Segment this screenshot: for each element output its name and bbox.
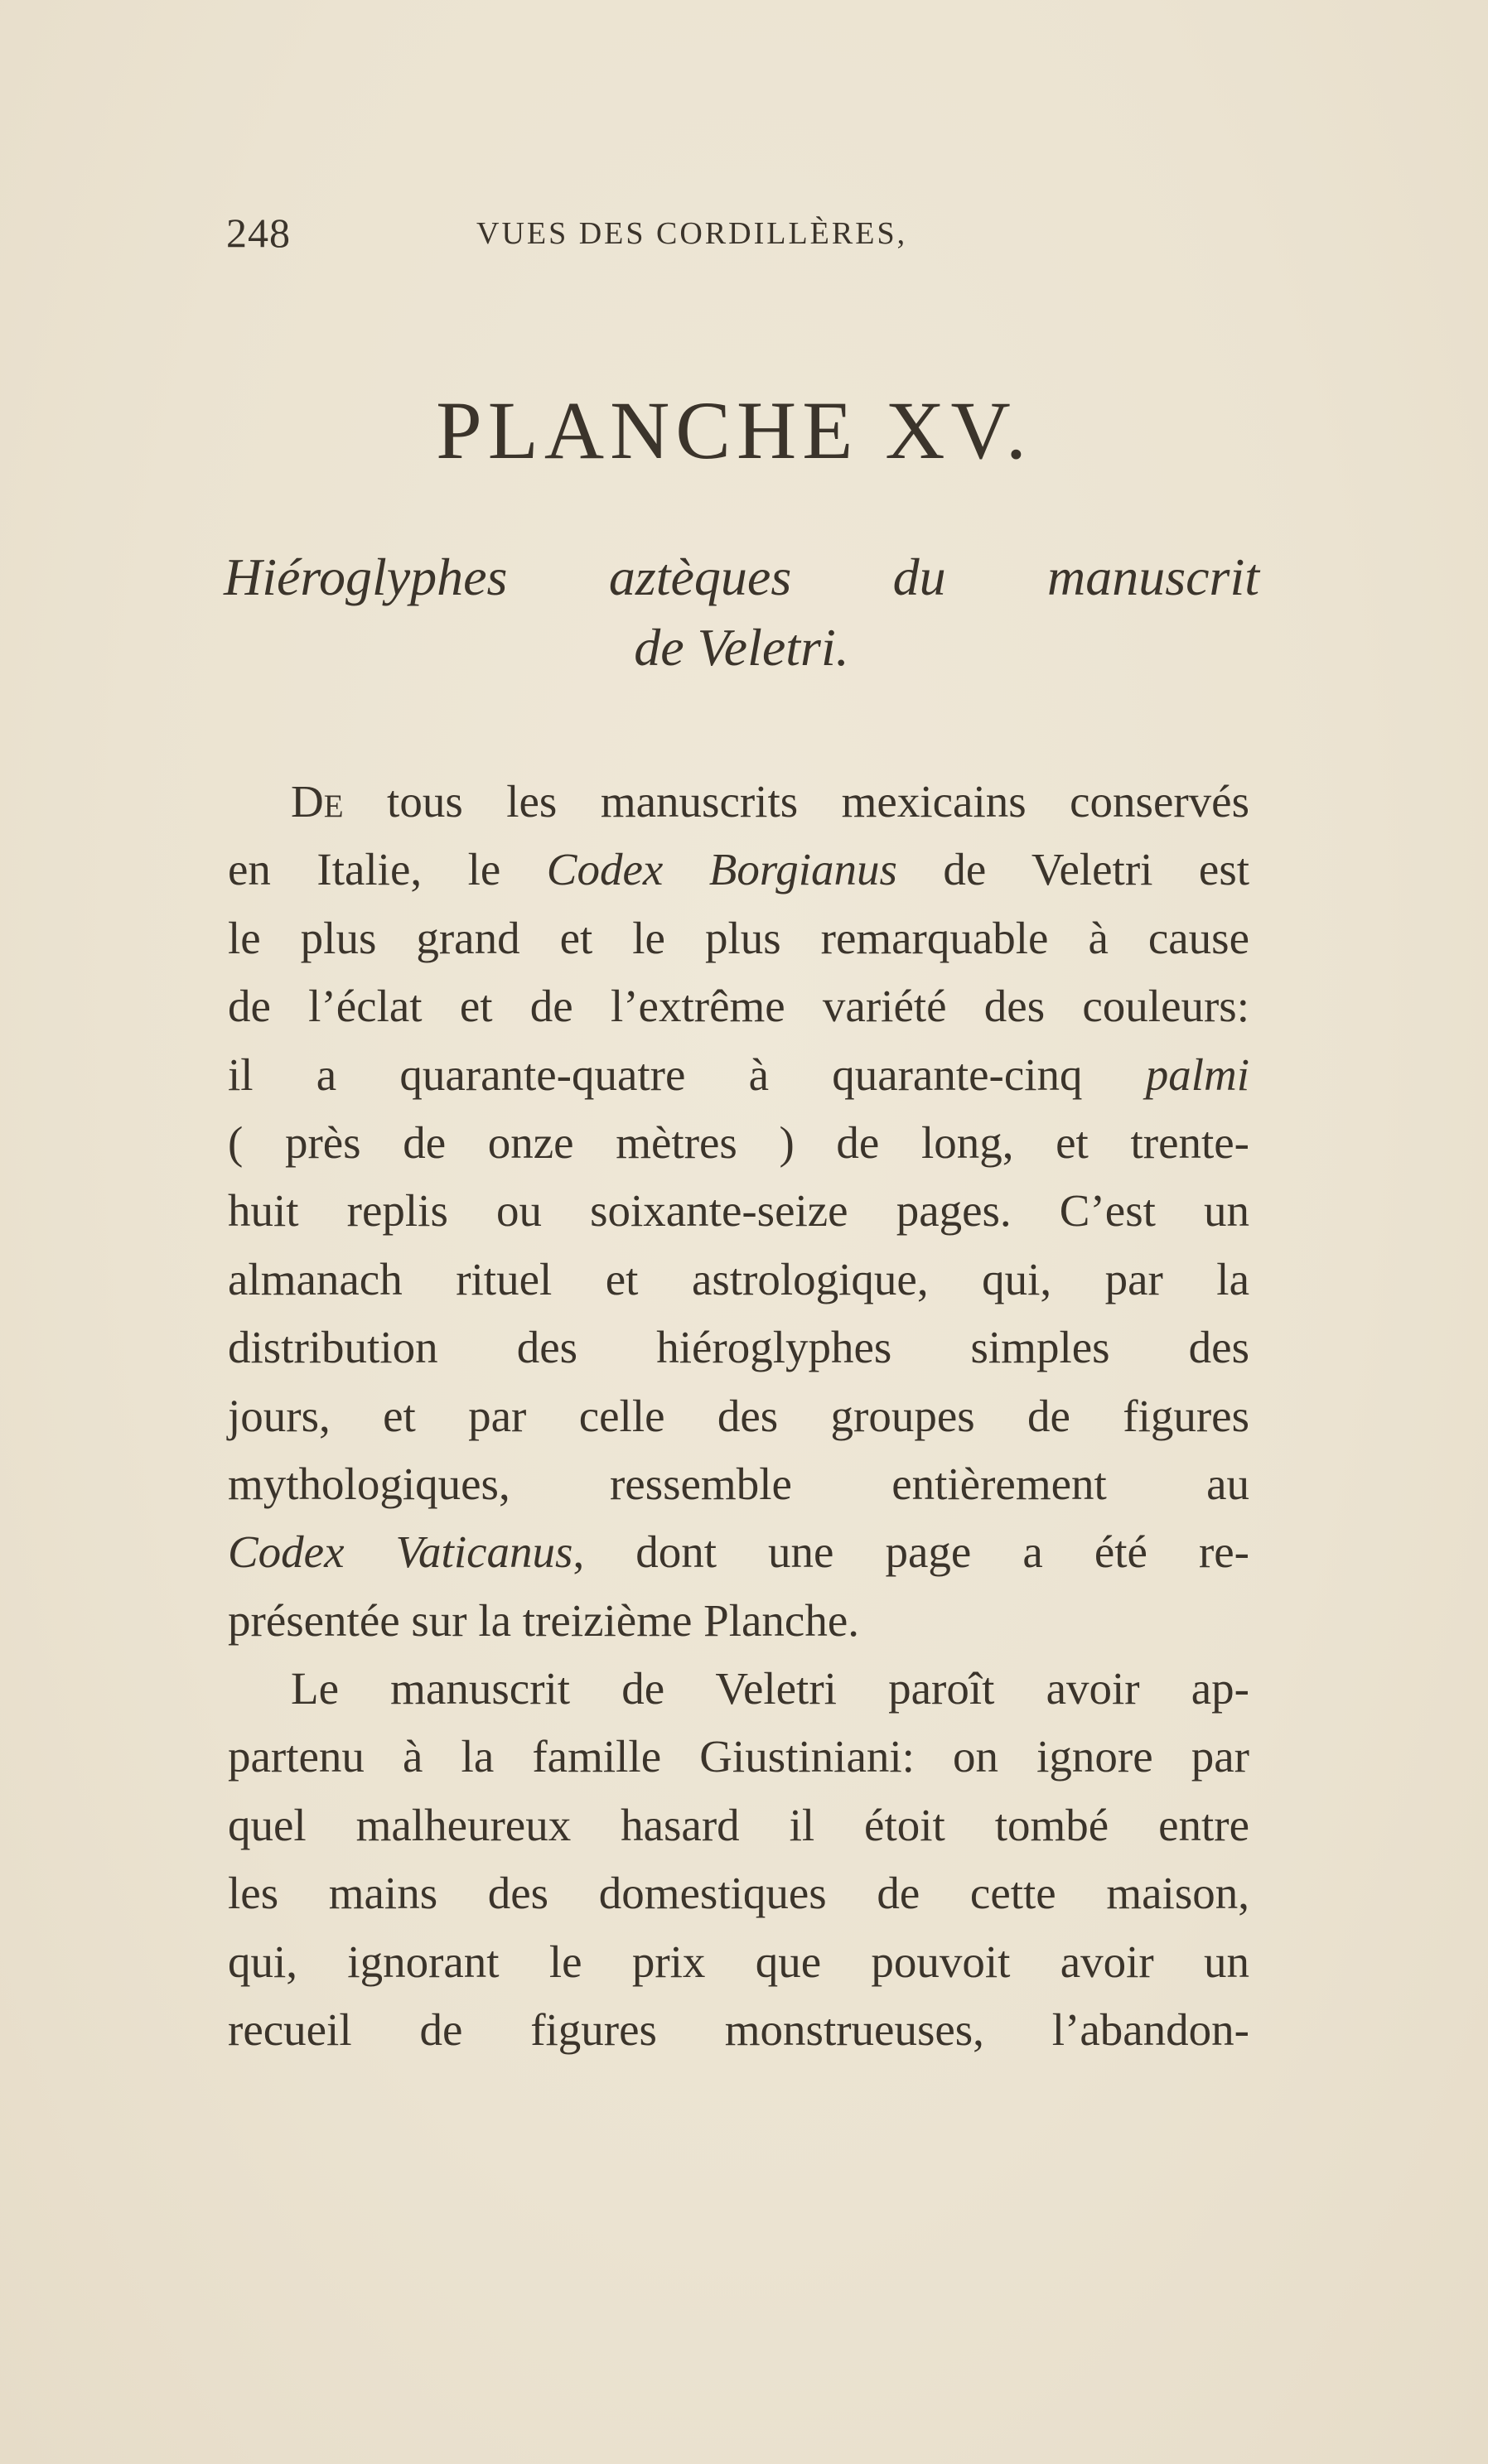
text-line [228, 1450, 1249, 1518]
running-title: VUES DES CORDILLÈRES, [476, 216, 908, 251]
text-segment: jours, et par celle des groupes de figures [228, 1390, 1249, 1441]
text-line [228, 1859, 1249, 1927]
text-segment: présentée sur la treizième Planche. [228, 1594, 859, 1646]
text-segment: almanach rituel et astrologique, qui, par la [228, 1253, 1249, 1304]
text-line [228, 1791, 1249, 1859]
text-segment: Le manuscrit de Veletri paroît avoir ap- [291, 1663, 1249, 1714]
text-line [228, 1041, 1249, 1109]
italic-text: Codex Borgianus [546, 844, 897, 895]
italic-text: Codex Vaticanus [228, 1526, 573, 1578]
body-text [228, 768, 1249, 2064]
text-segment: qui, ignorant le prix que pouvoit avoir un [228, 1936, 1249, 1987]
text-segment: les mains des domestiques de cette maison, [228, 1868, 1249, 1919]
text-segment: distribution des hiéroglyphes simples des [228, 1322, 1249, 1373]
text-segment: recueil de figures monstrueuses, l’abandon- [228, 2004, 1249, 2056]
text-segment: mythologiques, ressemble entièrement au [228, 1458, 1249, 1509]
text-segment: quel malheureux hasard il étoit tombé entre [228, 1799, 1249, 1850]
text-segment: De [291, 776, 344, 827]
subtitle-line-1: Hiéroglyphes aztèques du manuscrit [224, 547, 1259, 606]
text-line [228, 1314, 1249, 1381]
text-segment: huit replis ou soixante-seize pages. C’est un [228, 1185, 1249, 1237]
text-line [228, 1246, 1249, 1314]
text-segment: ( près de onze mètres ) de long, et trente- [228, 1116, 1249, 1168]
text-segment: de l’éclat et de l’extrême variété des couleurs: [228, 981, 1249, 1032]
text-line [228, 1382, 1249, 1450]
italic-text: palmi [1145, 1049, 1249, 1100]
text-segment: le plus grand et le plus remarquable à cause [228, 912, 1249, 963]
page-number: 248 [226, 210, 291, 256]
text-segment: en Italie, le [228, 844, 547, 895]
text-line [228, 768, 1249, 836]
text-line [228, 1996, 1249, 2064]
subtitle-line-2: de Veletri. [634, 618, 849, 677]
text-line [228, 1518, 1249, 1586]
text-segment: tous les manuscrits mexicains conservés [343, 776, 1249, 827]
text-segment: de Veletri est [896, 844, 1250, 895]
text-line [228, 836, 1249, 904]
text-line [228, 972, 1249, 1040]
text-segment: , dont une page a été re- [572, 1526, 1250, 1578]
text-line [228, 1587, 1249, 1655]
text-line [228, 1109, 1249, 1177]
text-segment: partenu à la famille Giustiniani: on ignore par [228, 1731, 1249, 1782]
text-line [228, 1928, 1249, 1996]
plate-title: PLANCHE XV. [436, 384, 1032, 476]
text-line [228, 904, 1249, 972]
text-line [228, 1655, 1249, 1723]
text-line [228, 1723, 1249, 1791]
text-line [228, 1177, 1249, 1245]
text-segment: il a quarante-quatre à quarante-cinq [228, 1049, 1146, 1100]
